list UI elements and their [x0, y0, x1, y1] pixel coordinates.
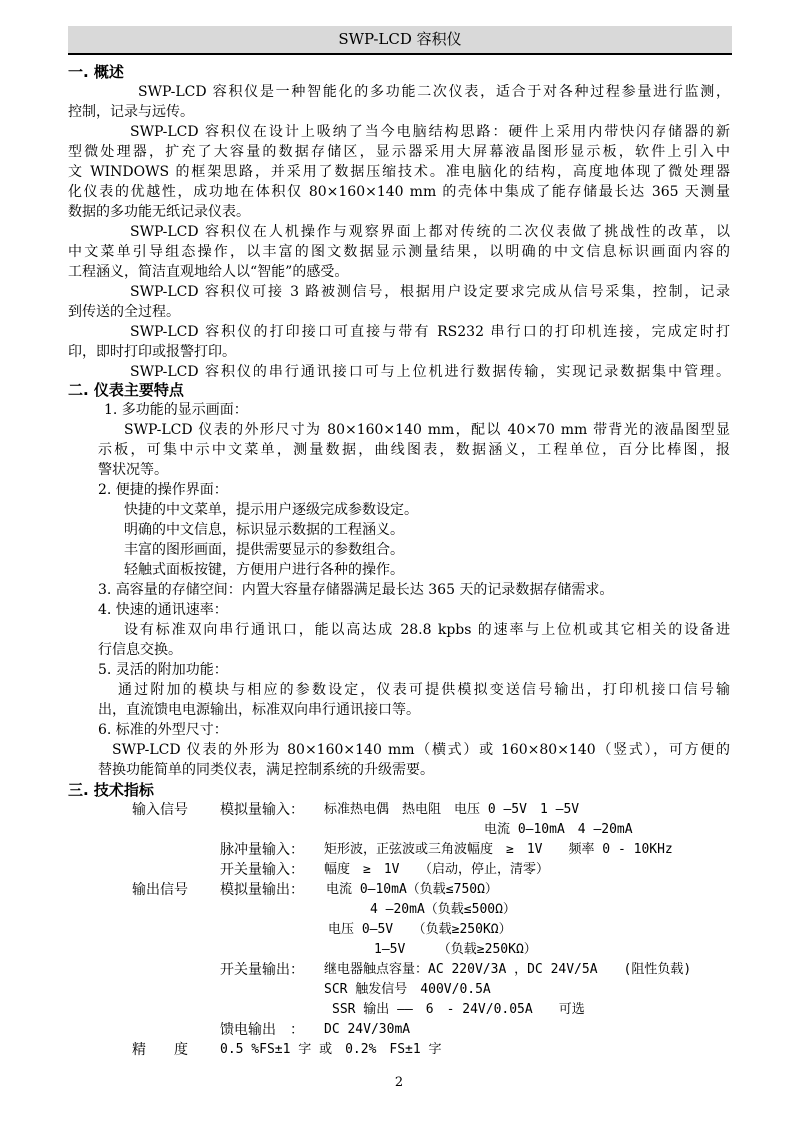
feature-5-line-2: 出，直流馈电电源输出，标准双向串行通讯接口等。	[98, 702, 420, 718]
precision-label: 精 度	[132, 1042, 188, 1058]
s1-p2-line-3: 文 WINDOWS 的框架思路，并采用了数据压缩技术。准电脑化的结构，高度地体现了微处理器	[68, 164, 730, 180]
analog-input-line-2: 电流 0—10mA 4 —20mA	[484, 822, 633, 837]
analog-input-label: 模拟量输入：	[220, 802, 304, 818]
s1-p4-line-2: 到传送的全过程。	[68, 304, 180, 320]
feature-2-line-2: 明确的中文信息，标识显示数据的工程涵义。	[124, 522, 404, 538]
feed-output-value: DC 24V/30mA	[324, 1022, 411, 1037]
feature-6-line-2: 替换功能简单的同类仪表，满足控制系统的升级需要。	[98, 762, 434, 778]
s1-p2-line-1: SWP-LCD 容积仪在设计上吸纳了当今电脑结构思路：硬件上采用内带快闪存储器的新	[130, 124, 730, 140]
feature-5-title: 5. 灵活的附加功能：	[98, 662, 228, 678]
s1-p5-line-2: 印，即时打印或报警打印。	[68, 344, 236, 360]
s1-p1-line-2: 控制，记录与远传。	[68, 104, 194, 120]
analog-output-line-3: 电压 0—5V （负载≥250KΩ）	[328, 922, 512, 937]
switch-output-label: 开关量输出：	[220, 962, 304, 978]
switch-output-line-2: SCR 触发信号 400V/0.5A	[324, 982, 491, 997]
pulse-input-label: 脉冲量输入：	[220, 842, 304, 858]
feature-2-title: 2. 便捷的操作界面：	[98, 482, 228, 498]
feature-1-line-1: SWP-LCD 仪表的外形尺寸为 80×160×140 mm，配以 40×70 mm 带背光的液晶图型显	[124, 422, 730, 438]
s1-p1-line-1: SWP-LCD 容积仪是一种智能化的多功能二次仪表，适合于对各种过程参量进行监测，	[138, 84, 730, 100]
output-signal-label: 输出信号	[132, 882, 188, 898]
section-1-heading: 一. 概述	[68, 63, 124, 81]
s1-p4-line-1: SWP-LCD 容积仪可接 3 路被测信号，根据用户设定要求完成从信号采集，控制，记录	[130, 284, 730, 300]
feature-1-title: 1. 多功能的显示画面：	[104, 402, 248, 418]
analog-output-line-2: 4 —20mA（负载≤500Ω）	[370, 902, 516, 917]
header-title: SWP-LCD 容积仪	[338, 30, 462, 48]
s1-p6-line-1: SWP-LCD 容积仪的串行通讯接口可与上位机进行数据传输，实现记录数据集中管理。	[130, 364, 730, 380]
feature-1-line-3: 警状况等。	[98, 462, 168, 478]
feature-6-line-1: SWP-LCD 仪表的外形为 80×160×140 mm（横式）或 160×80×140（竖式），可方便的	[112, 742, 730, 758]
pulse-input-value: 矩形波，正弦波或三角波幅度 ≥ 1V 频率 0 - 10KHz	[324, 842, 673, 857]
s1-p3-line-3: 工程涵义，简洁直观地给人以“智能”的感受。	[68, 264, 349, 280]
feature-2-line-3: 丰富的图形画面，提供需要显示的参数组合。	[124, 542, 404, 558]
s1-p2-line-4: 化仪表的优越性，成功地在体积仅 80×160×140 mm 的壳体中集成了能存储最长达 365 天测量	[68, 184, 730, 200]
feature-6-title: 6. 标准的外型尺寸：	[98, 722, 228, 738]
page-header	[68, 26, 732, 55]
s1-p3-line-2: 中文菜单引导组态操作，以丰富的图文数据显示测量结果，以明确的中文信息标识画面内容的	[68, 244, 730, 260]
feature-4-line-1: 设有标准双向串行通讯口，能以高达成 28.8 kpbs 的速率与上位机或其它相关的设备进	[124, 622, 730, 638]
feature-4-title: 4. 快速的通讯速率：	[98, 602, 228, 618]
feature-5-line-1: 通过附加的模块与相应的参数设定，仪表可提供模拟变送信号输出，打印机接口信号输	[118, 682, 730, 698]
feed-output-label: 馈电输出 ：	[220, 1022, 304, 1038]
s1-p3-line-1: SWP-LCD 容积仪在人机操作与观察界面上都对传统的二次仪表做了挑战性的改革，以	[130, 224, 730, 240]
feature-1-line-2: 示板，可集中示中文菜单，测量数据，曲线图表，数据涵义，工程单位，百分比棒图，报	[98, 442, 730, 458]
precision-value: 0.5 %FS±1 字 或 0.2% FS±1 字	[220, 1042, 442, 1057]
switch-output-line-1: 继电器触点容量：AC 220V/3A ，DC 24V/5A (阻性负载)	[324, 962, 692, 977]
s1-p5-line-1: SWP-LCD 容积仪的打印接口可直接与带有 RS232 串行口的打印机连接，完成定时打	[130, 324, 730, 340]
feature-3-title: 3. 高容量的存储空间：内置大容量存储器满足最长达 365 天的记录数据存储需求。	[98, 582, 614, 598]
analog-output-line-4: 1—5V （负载≥250KΩ）	[374, 942, 537, 957]
input-signal-label: 输入信号	[132, 802, 188, 818]
switch-input-label: 开关量输入：	[220, 862, 304, 878]
page-number: 2	[394, 1075, 404, 1090]
feature-2-line-1: 快捷的中文菜单，提示用户逐级完成参数设定。	[124, 502, 418, 518]
feature-4-line-2: 行信息交换。	[98, 642, 182, 658]
section-3-heading: 三. 技术指标	[68, 781, 154, 799]
section-2-heading: 二. 仪表主要特点	[68, 381, 184, 399]
s1-p2-line-5: 数据的多功能无纸记录仪表。	[68, 204, 250, 220]
switch-output-line-3: SSR 输出 —— 6 - 24V/0.05A 可选	[332, 1002, 585, 1017]
s1-p2-line-2: 型微处理器，扩充了大容量的数据存储区，显示器采用大屏幕液晶图形显示板，软件上引入中	[68, 144, 730, 160]
analog-output-line-1: 电流 0—10mA（负载≤750Ω）	[326, 882, 498, 897]
switch-input-value: 幅度 ≥ 1V （启动，停止，清零）	[324, 862, 549, 877]
analog-input-line-1: 标准热电偶 热电阻 电压 0 —5V 1 —5V	[324, 802, 580, 817]
analog-output-label: 模拟量输出：	[220, 882, 304, 898]
feature-2-line-4: 轻触式面板按键，方便用户进行各种的操作。	[124, 562, 404, 578]
